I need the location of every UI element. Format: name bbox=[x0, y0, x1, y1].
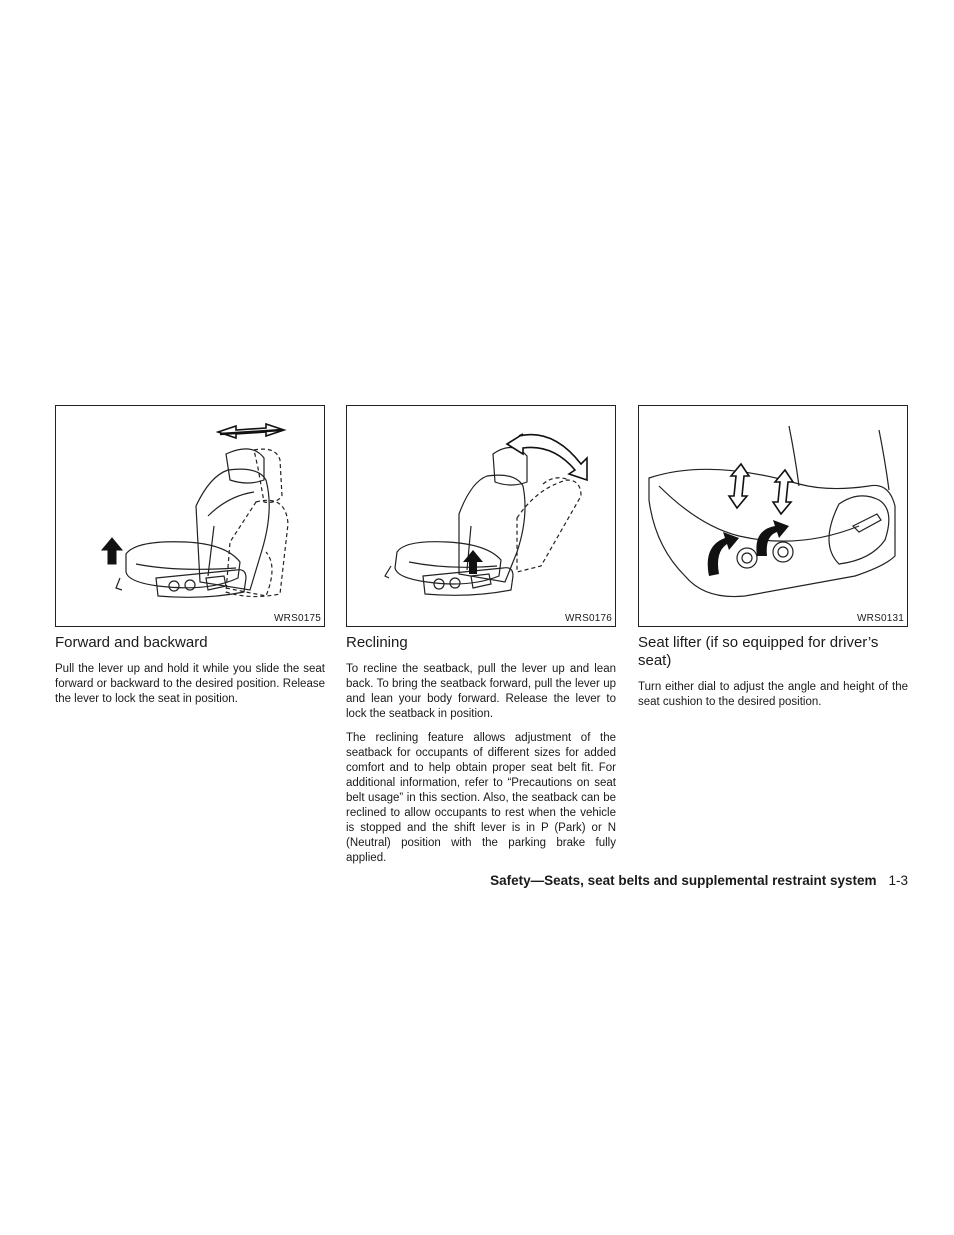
height-up-down-arrow-icon bbox=[773, 470, 793, 514]
figure-code: WRS0176 bbox=[565, 613, 612, 624]
body-paragraph: Turn either dial to adjust the angle and height of the seat cushion to the desired position. bbox=[638, 681, 908, 708]
front-dial-rotate-arrow-icon bbox=[708, 532, 739, 576]
seat-recline-illustration bbox=[346, 405, 616, 627]
section-forward-backward bbox=[55, 405, 325, 716]
section-heading: Reclining bbox=[346, 634, 408, 651]
seat-lifter-illustration bbox=[638, 405, 908, 627]
page-number: 1-3 bbox=[888, 873, 908, 888]
page-footer bbox=[440, 873, 908, 888]
section-heading: Forward and backward bbox=[55, 634, 208, 651]
figure-code: WRS0131 bbox=[857, 613, 904, 624]
section-reclining bbox=[346, 405, 616, 875]
body-paragraph: The reclining feature allows adjustment of the seatback for occupants of different sizes for added comfort and to help obtain proper seat belt fit. For additional information, refer to “Precautions on seat belt usage” in this section. Also, the seatback can be reclined to allow occupants to rest when the vehicle is stopped and the shift lever is in P (Park) or N (Neutral) position with the parking brake fully applied. bbox=[346, 732, 616, 864]
seat-recline-drawing bbox=[347, 406, 615, 626]
section-heading: Seat lifter (if so equipped for driver’s seat) bbox=[638, 634, 879, 669]
figure-code: WRS0175 bbox=[274, 613, 321, 624]
footer-section-title: Safety—Seats, seat belts and supplemental restraint system bbox=[490, 873, 877, 888]
body-paragraph: To recline the seatback, pull the lever up and lean back. To bring the seatback forward, pull the lever up and lean your body forward. Release the lever to lock the seatback in position. bbox=[346, 663, 616, 720]
recline-arrow-icon bbox=[507, 434, 587, 480]
seat-lifter-drawing bbox=[639, 406, 907, 626]
lever-up-arrow-icon bbox=[102, 538, 122, 564]
seat-slide-illustration bbox=[55, 405, 325, 627]
body-paragraph: Pull the lever up and hold it while you slide the seat forward or backward to the desired position. Release the lever to lock the seat in position. bbox=[55, 663, 325, 705]
section-seat-lifter bbox=[638, 405, 908, 719]
seat-slide-drawing bbox=[56, 406, 324, 626]
